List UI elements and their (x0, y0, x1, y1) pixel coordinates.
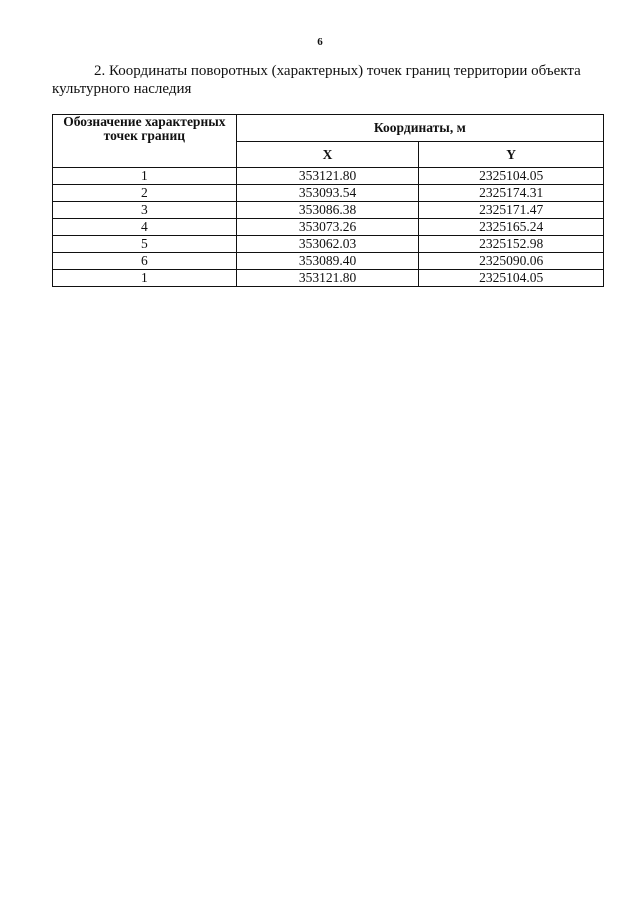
point-cell: 5 (53, 236, 237, 253)
x-cell: 353121.80 (236, 168, 419, 185)
section-heading: 2. Координаты поворотных (характерных) точек границ территории объекта культурного наследия (52, 63, 581, 97)
point-cell: 6 (53, 253, 237, 270)
table-row (53, 253, 604, 270)
coordinates-table (52, 114, 604, 287)
x-cell: 353121.80 (236, 270, 419, 287)
x-cell: 353062.03 (236, 236, 419, 253)
x-cell: 353089.40 (236, 253, 419, 270)
x-cell: 353093.54 (236, 185, 419, 202)
header-x: X (236, 142, 419, 168)
y-cell: 2325174.31 (419, 185, 604, 202)
y-cell: 2325152.98 (419, 236, 604, 253)
table-row (53, 185, 604, 202)
header-coordinates: Координаты, м (236, 115, 603, 142)
table-row (53, 202, 604, 219)
y-cell: 2325165.24 (419, 219, 604, 236)
table-row (53, 168, 604, 185)
header-y: Y (419, 142, 604, 168)
point-cell: 1 (53, 270, 237, 287)
point-cell: 1 (53, 168, 237, 185)
table-row (53, 219, 604, 236)
y-cell: 2325090.06 (419, 253, 604, 270)
x-cell: 353073.26 (236, 219, 419, 236)
y-cell: 2325104.05 (419, 270, 604, 287)
table-row (53, 236, 604, 253)
table-row (53, 270, 604, 287)
point-cell: 4 (53, 219, 237, 236)
point-cell: 2 (53, 185, 237, 202)
page-number: 6 (317, 36, 323, 48)
x-cell: 353086.38 (236, 202, 419, 219)
y-cell: 2325104.05 (419, 168, 604, 185)
header-point-designation: Обозначение характерных точек границ (53, 115, 237, 168)
y-cell: 2325171.47 (419, 202, 604, 219)
point-cell: 3 (53, 202, 237, 219)
